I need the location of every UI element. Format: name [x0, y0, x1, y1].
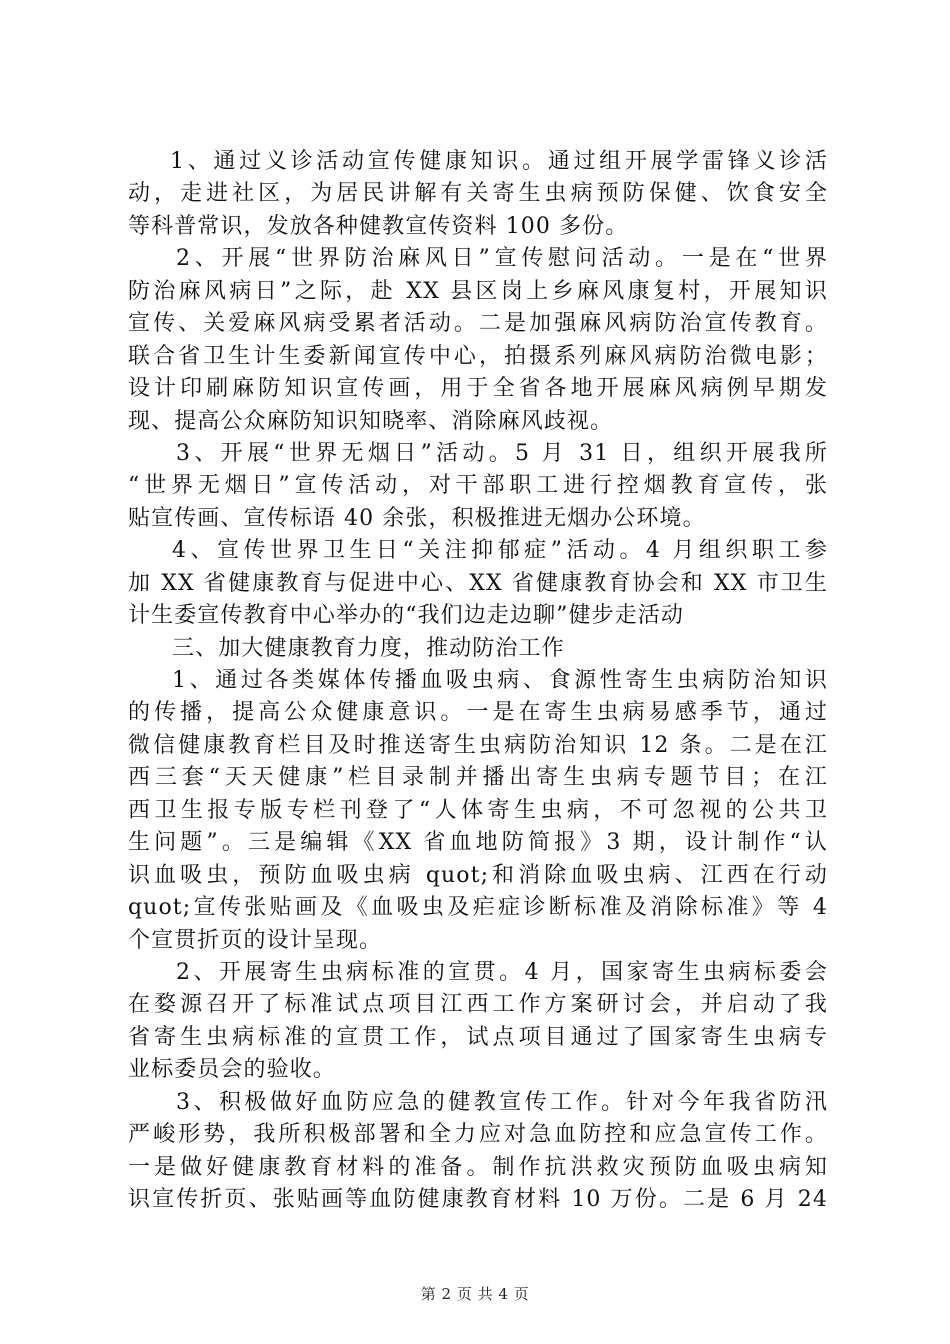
page-number-footer: 第 2 页 共 4 页 — [420, 1285, 530, 1303]
text-line: 4、宣传世界卫生日“关注抑郁症”活动。4 月组织职工参 — [172, 538, 828, 564]
text-line: 计生委宣传教育中心举办的“我们边走边聊”健步走活动 — [128, 603, 684, 629]
text-line: quot;宣传张贴画及《血吸虫及疟症诊断标准及消除标准》等 4 — [128, 895, 828, 921]
text-line: 等科普常识，发放各种健教宣传资料 100 多份。 — [128, 213, 629, 239]
text-line: 识宣传折页、张贴画等血防健康教育材料 10 万份。二是 6 月 24 — [128, 1187, 828, 1212]
text-line: 宣传、关爱麻风病受累者活动。二是加强麻风病防治宣传教育。 — [128, 311, 828, 337]
text-line: 生问题”。三是编辑《XX 省血地防简报》3 期，设计制作“认 — [128, 830, 828, 856]
text-line: 动，走进社区，为居民讲解有关寄生虫病预防保健、饮食安全 — [128, 181, 828, 207]
document-body — [128, 146, 828, 1216]
text-line: 西卫生报专版专栏刊登了“人体寄生虫病，不可忽视的公共卫 — [128, 797, 828, 823]
text-line: 业标委员会的验收。 — [128, 1057, 336, 1083]
text-line: 防治麻风病日”之际，赴 XX 县区岗上乡麻风康复村，开展知识 — [128, 278, 828, 304]
text-line: 西三套“天天健康”栏目录制并播出寄生虫病专题节目；在江 — [128, 765, 828, 791]
text-line: 个宣贯折页的设计呈现。 — [128, 927, 383, 953]
text-line: 3、开展“世界无烟日”活动。5 月 31 日，组织开展我所 — [176, 440, 828, 466]
text-line: 在婺源召开了标准试点项目江西工作方案研讨会，并启动了我 — [128, 992, 828, 1018]
text-line: 的传播，提高公众健康意识。一是在寄生虫病易感季节，通过 — [128, 700, 828, 726]
text-line: 识血吸虫，预防血吸虫病 quot;和消除血吸虫病、江西在行动 — [128, 862, 828, 888]
text-line: 2、开展“世界防治麻风日”宣传慰问活动。一是在“世界 — [176, 246, 828, 272]
section-heading: 三、加大健康教育力度，推动防治工作 — [172, 635, 565, 661]
text-line: 2、开展寄生虫病标准的宣贯。4 月，国家寄生虫病标委会 — [176, 959, 828, 985]
text-line: 一是做好健康教育材料的准备。制作抗洪救灾预防血吸虫病知 — [128, 1154, 828, 1180]
text-line: 微信健康教育栏目及时推送寄生虫病防治知识 12 条。二是在江 — [128, 732, 828, 758]
text-line: 联合省卫生计生委新闻宣传中心，拍摄系列麻风病防治微电影； — [128, 343, 828, 369]
text-line: 1、通过各类媒体传播血吸虫病、食源性寄生虫病防治知识 — [172, 668, 828, 693]
text-line: 3、积极做好血防应急的健教宣传工作。针对今年我省防汛 — [176, 1089, 828, 1115]
text-line: 1、通过义诊活动宣传健康知识。通过组开展学雷锋义诊活 — [170, 149, 828, 174]
text-line: 设计印刷麻防知识宣传画，用于全省各地开展麻风病例早期发 — [128, 376, 828, 402]
text-line: 加 XX 省健康教育与促进中心、XX 省健康教育协会和 XX 市卫生 — [128, 570, 828, 596]
text-line: 现、提高公众麻防知识知晓率、消除麻风歧视。 — [128, 408, 614, 434]
text-line: 贴宣传画、宣传标语 40 余张，积极推进无烟办公环境。 — [128, 505, 706, 531]
text-line: “世界无烟日”宣传活动，对干部职工进行控烟教育宣传，张 — [128, 473, 828, 499]
text-line: 省寄生虫病标准的宣贯工作，试点项目通过了国家寄生虫病专 — [128, 1024, 828, 1050]
text-line: 严峻形势，我所积极部署和全力应对急血防控和应急宣传工作。 — [128, 1122, 828, 1148]
